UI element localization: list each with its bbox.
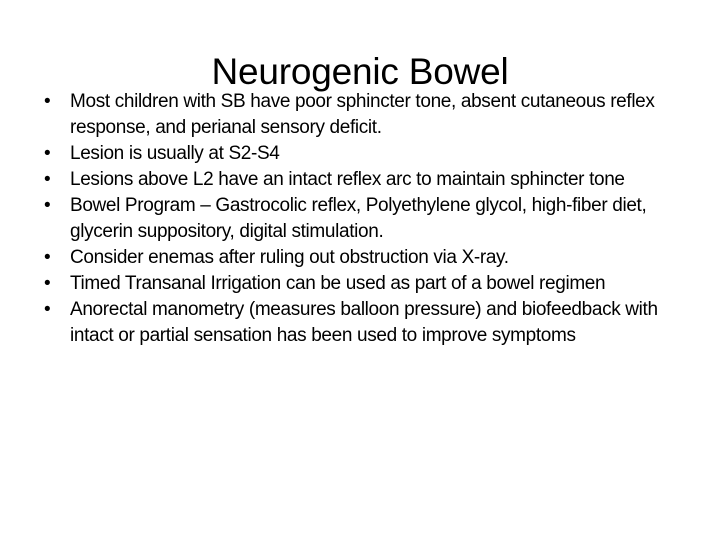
bullet-item (44, 297, 674, 349)
bullet-text: Lesion is usually at S2-S4 (70, 143, 280, 164)
bullet-dot-icon: • (44, 195, 51, 216)
bullet-dot-icon: • (44, 143, 51, 164)
bullet-item (44, 193, 674, 245)
bullet-item (44, 271, 674, 297)
bullet-dot-icon: • (44, 299, 51, 320)
bullet-text: Consider enemas after ruling out obstruction via X-ray. (70, 247, 509, 268)
bullet-list (44, 89, 674, 349)
bullet-dot-icon: • (44, 169, 51, 190)
bullet-text: Lesions above L2 have an intact reflex arc to maintain sphincter tone (70, 169, 625, 190)
bullet-item (44, 167, 674, 193)
bullet-dot-icon: • (44, 273, 51, 294)
bullet-item (44, 245, 674, 271)
slide-title: Neurogenic Bowel (211, 50, 509, 92)
bullet-dot-icon: • (44, 247, 51, 268)
bullet-item (44, 89, 674, 141)
bullet-text: Anorectal manometry (measures balloon pressure) and biofeedback with intact or partial sensation has been used to improve symptoms (70, 299, 658, 346)
bullet-item (44, 141, 674, 167)
bullet-text: Most children with SB have poor sphincter tone, absent cutaneous reflex response, and perianal sensory deficit. (70, 91, 655, 138)
bullet-text: Timed Transanal Irrigation can be used as part of a bowel regimen (70, 273, 606, 294)
bullet-dot-icon: • (44, 91, 51, 112)
bullet-text: Bowel Program – Gastrocolic reflex, Polyethylene glycol, high-fiber diet, glycerin suppository, digital stimulation. (70, 195, 647, 242)
